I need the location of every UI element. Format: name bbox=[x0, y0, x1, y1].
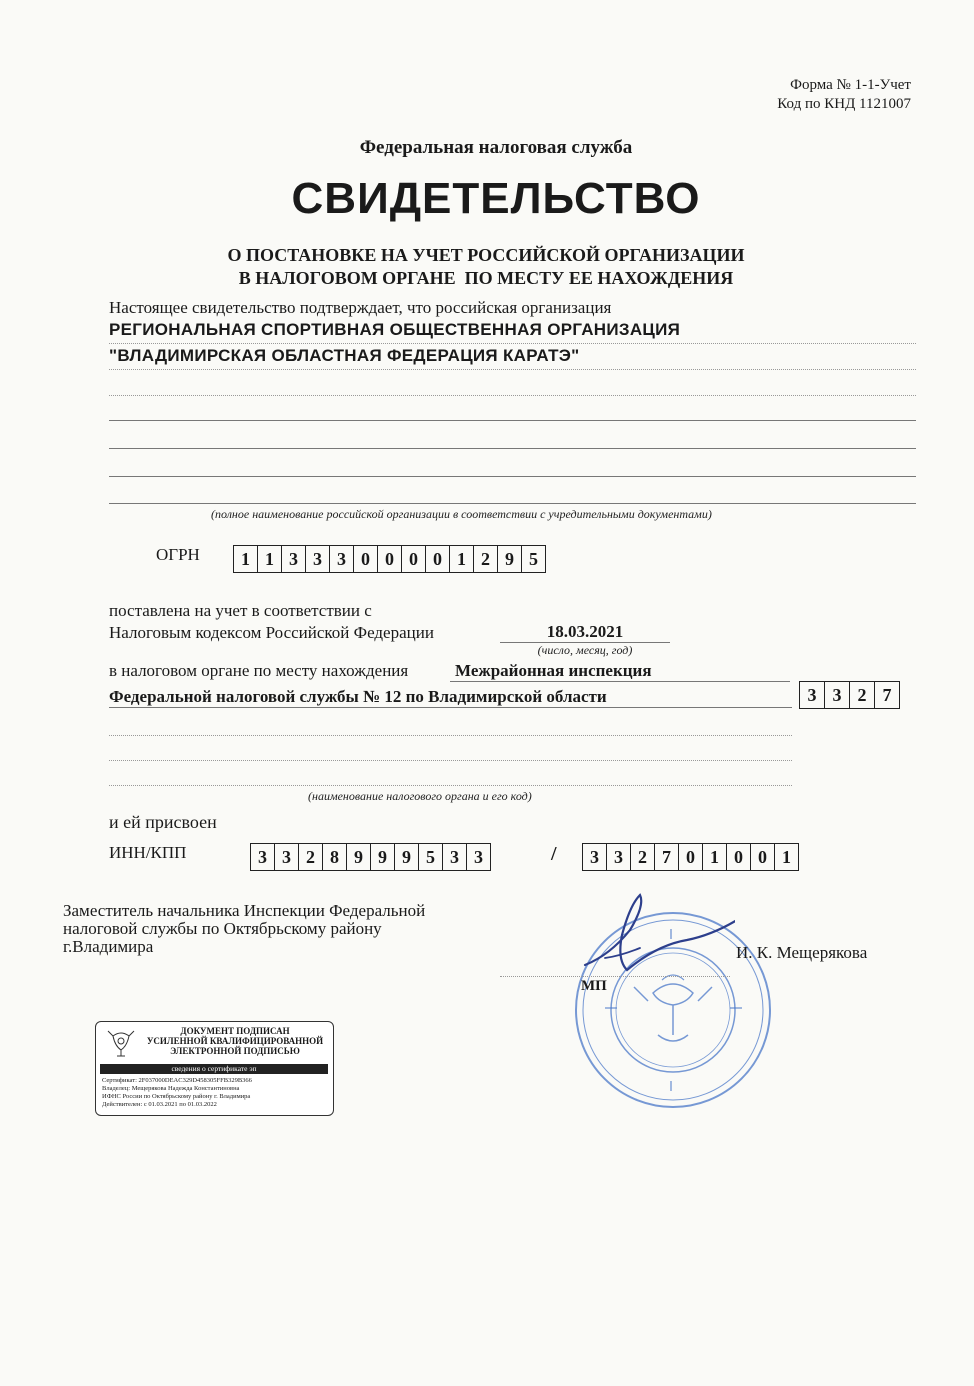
signature-line bbox=[500, 976, 730, 977]
signatory-position-3: г.Владимира bbox=[63, 937, 154, 956]
blank-line bbox=[109, 476, 916, 477]
registration-text-2: Налоговым кодексом Российской Федерации bbox=[109, 623, 434, 642]
authority-underline bbox=[450, 681, 790, 682]
authority-code-digit: 7 bbox=[882, 684, 892, 705]
ogrn-digit: 0 bbox=[354, 546, 378, 572]
kpp-digit: 0 bbox=[751, 844, 775, 870]
blank-line bbox=[109, 395, 916, 396]
ogrn-digit: 1 bbox=[258, 546, 282, 572]
kpp-digit-boxes bbox=[582, 843, 799, 871]
blank-line bbox=[109, 760, 792, 761]
assignment-intro: и ей присвоен bbox=[109, 812, 217, 832]
inn-digit: 3 bbox=[474, 846, 483, 867]
org-intro: Настоящее свидетельство подтверждает, что российская организация bbox=[109, 298, 612, 317]
kpp-digit: 1 bbox=[703, 844, 727, 870]
ogrn-digit: 1 bbox=[234, 546, 258, 572]
inn-digit: 9 bbox=[371, 844, 395, 870]
blank-line bbox=[109, 420, 916, 421]
authority-code-digit: 3 bbox=[800, 682, 825, 708]
ogrn-label: ОГРН bbox=[156, 545, 200, 564]
kpp-digit: 2 bbox=[631, 844, 655, 870]
form-number: Форма № 1-1-Учет bbox=[790, 77, 911, 93]
ogrn-digit: 3 bbox=[282, 546, 306, 572]
registration-text-1: поставлена на учет в соответствии с bbox=[109, 601, 372, 620]
stamp-label: МП bbox=[581, 978, 607, 994]
subtitle-line-2: В НАЛОГОВОМ ОРГАНЕ ПО МЕСТУ ЕЕ НАХОЖДЕНИЯ bbox=[238, 268, 734, 288]
inn-digit: 9 bbox=[347, 844, 371, 870]
ogrn-digit: 9 bbox=[498, 546, 522, 572]
inn-digit: 2 bbox=[299, 844, 323, 870]
blank-line bbox=[109, 735, 792, 736]
inn-digit: 3 bbox=[443, 844, 467, 870]
inn-kpp-label: ИНН/КПП bbox=[109, 843, 187, 862]
certificate-number: Сертификат: 2F037000DEAC329D458305FFB329B366 bbox=[102, 1077, 252, 1084]
e-signature-title-line: ЭЛЕКТРОННОЙ ПОДПИСЬЮ bbox=[170, 1046, 300, 1056]
subtitle-line-1: О ПОСТАНОВКЕ НА УЧЕТ РОССИЙСКОЙ ОРГАНИЗАЦИИ bbox=[227, 245, 745, 265]
ogrn-digit: 0 bbox=[426, 546, 450, 572]
kpp-digit: 1 bbox=[782, 846, 791, 867]
org-name-line-1: РЕГИОНАЛЬНАЯ СПОРТИВНАЯ ОБЩЕСТВЕННАЯ ОРГАНИЗАЦИЯ bbox=[109, 320, 681, 339]
e-signature-badge bbox=[95, 1021, 334, 1116]
authority-name-line-1: Межрайонная инспекция bbox=[455, 661, 652, 680]
blank-line bbox=[109, 448, 916, 449]
kpp-digit: 3 bbox=[583, 844, 607, 870]
handwritten-signature bbox=[575, 890, 735, 980]
inn-kpp-separator: / bbox=[551, 843, 557, 865]
ogrn-digit-boxes bbox=[233, 545, 546, 573]
signatory-position-2: налоговой службы по Октябрьскому району bbox=[63, 919, 382, 938]
org-name-underline bbox=[109, 343, 916, 344]
inn-digit: 3 bbox=[275, 844, 299, 870]
document-title: СВИДЕТЕЛЬСТВО bbox=[291, 174, 701, 223]
certificate-validity: Действителен: с 01.03.2021 по 01.03.2022 bbox=[102, 1101, 217, 1108]
kpp-digit: 0 bbox=[727, 844, 751, 870]
inn-digit-boxes bbox=[250, 843, 491, 871]
inn-digit: 5 bbox=[419, 844, 443, 870]
inn-digit: 8 bbox=[323, 844, 347, 870]
authority-code-boxes bbox=[799, 681, 900, 709]
ogrn-digit: 0 bbox=[402, 546, 426, 572]
e-signature-title bbox=[142, 1026, 328, 1056]
registration-date: 18.03.2021 bbox=[546, 622, 624, 641]
authority-caption: (наименование налогового органа и его код) bbox=[308, 789, 532, 803]
kpp-digit: 0 bbox=[679, 844, 703, 870]
blank-line bbox=[109, 503, 916, 504]
coat-of-arms-icon bbox=[104, 1026, 138, 1060]
date-caption: (число, месяц, год) bbox=[537, 643, 633, 657]
authority-name-line-2: Федеральной налоговой службы № 12 по Владимирской области bbox=[109, 687, 607, 706]
e-signature-title-line: УСИЛЕННОЙ КВАЛИФИЦИРОВАННОЙ bbox=[146, 1036, 324, 1046]
ogrn-digit: 0 bbox=[378, 546, 402, 572]
e-signature-title-line: ДОКУМЕНТ ПОДПИСАН bbox=[180, 1026, 290, 1036]
authority-underline bbox=[109, 707, 792, 708]
org-name-line-2: "ВЛАДИМИРСКАЯ ОБЛАСТНАЯ ФЕДЕРАЦИЯ КАРАТЭ" bbox=[109, 346, 580, 365]
ogrn-digit: 3 bbox=[330, 546, 354, 572]
blank-line bbox=[109, 785, 792, 786]
ogrn-digit: 5 bbox=[529, 548, 538, 569]
ogrn-digit: 3 bbox=[306, 546, 330, 572]
knd-code: Код по КНД 1121007 bbox=[777, 96, 911, 112]
inn-digit: 9 bbox=[395, 844, 419, 870]
ogrn-digit: 1 bbox=[450, 546, 474, 572]
inn-digit: 3 bbox=[251, 844, 275, 870]
authority-intro: в налоговом органе по месту нахождения bbox=[109, 661, 409, 680]
authority-code-digit: 3 bbox=[825, 682, 850, 708]
signatory-position-1: Заместитель начальника Инспекции Федеральной bbox=[63, 901, 426, 920]
ogrn-digit: 2 bbox=[474, 546, 498, 572]
kpp-digit: 7 bbox=[655, 844, 679, 870]
authority-code-digit: 2 bbox=[850, 682, 875, 708]
org-name-caption: (полное наименование российской организации в соответствии с учредительными документами) bbox=[211, 507, 712, 521]
certificate-owner-org: ИФНС России по Октябрьскому району г. Владимира bbox=[102, 1093, 251, 1100]
kpp-digit: 3 bbox=[607, 844, 631, 870]
agency-name: Федеральная налоговая служба bbox=[359, 137, 633, 158]
signatory-name: И. К. Мещерякова bbox=[736, 943, 868, 962]
org-name-underline bbox=[109, 369, 916, 370]
e-signature-info-bar: сведения о сертификате эп bbox=[100, 1064, 328, 1074]
certificate-owner: Владелец: Мещерякова Надежда Константиновна bbox=[102, 1085, 240, 1092]
